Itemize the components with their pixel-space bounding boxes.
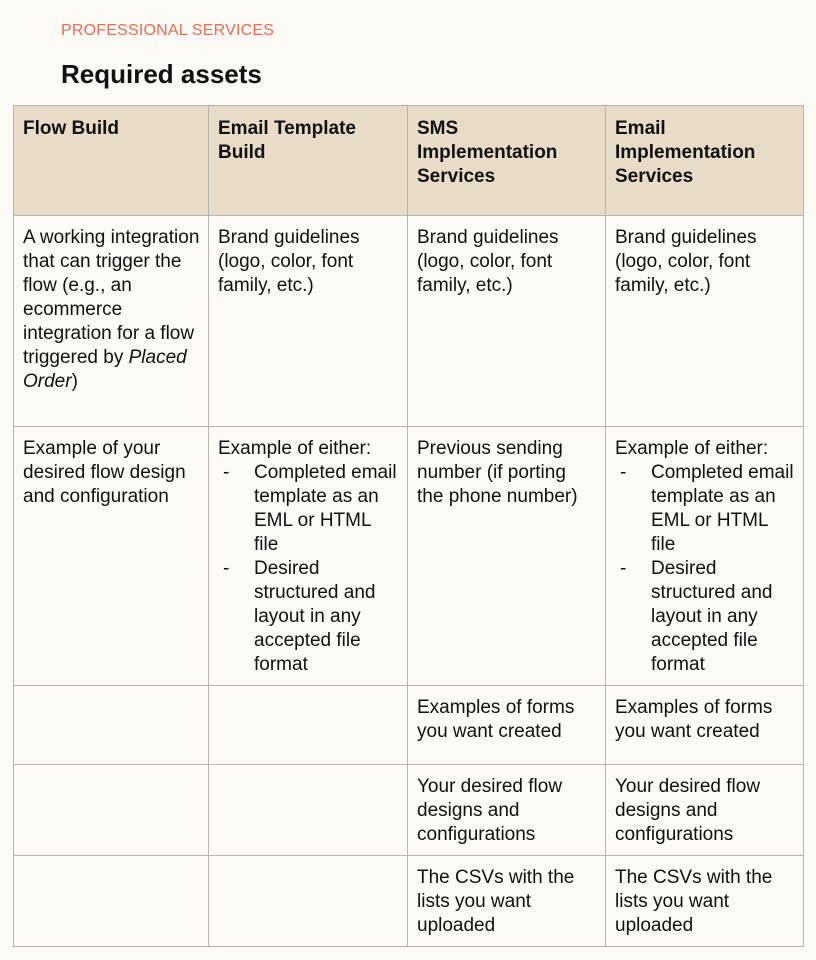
column-header-line: Services	[615, 166, 694, 187]
table-cell: Examples of forms you want created	[408, 686, 606, 765]
table-cell: Your desired flow designs and configurations	[606, 765, 804, 856]
required-assets-table	[13, 105, 804, 947]
dash-list	[218, 461, 399, 677]
table-row	[14, 686, 804, 765]
list-item-text: Completed email template as an EML or HTML file	[254, 462, 397, 555]
column-header-line: Email	[615, 118, 666, 139]
cell-intro: Example of either:	[615, 438, 769, 459]
table-cell: Brand guidelines (logo, color, font family, etc.)	[408, 216, 606, 427]
table-cell-empty	[14, 856, 209, 947]
column-header-email-template-build	[209, 106, 408, 216]
column-header-line: Email Template	[218, 118, 356, 139]
cell-emphasis: Placed Order	[23, 347, 187, 392]
column-header-line: Implementation	[417, 142, 558, 163]
column-header-email-implementation	[606, 106, 804, 216]
page-title: Required assets	[61, 59, 262, 89]
dash-list	[615, 461, 795, 677]
list-item	[218, 557, 399, 677]
table-row	[14, 427, 804, 686]
table-cell-empty	[14, 765, 209, 856]
column-header-sms-implementation	[408, 106, 606, 216]
table-cell: Previous sending number (if porting the phone number)	[408, 427, 606, 686]
list-item-text: Desired structured and layout in any accepted file format	[254, 558, 376, 675]
table-row	[14, 856, 804, 947]
table-cell-empty	[14, 686, 209, 765]
list-item	[615, 461, 795, 557]
column-header-line: Services	[417, 166, 496, 187]
dash-bullet: -	[223, 558, 230, 579]
cell-text: )	[71, 371, 78, 392]
list-item-text: Desired structured and layout in any accepted file format	[651, 558, 773, 675]
dash-bullet: -	[223, 462, 230, 483]
table-cell-empty	[209, 686, 408, 765]
table-cell-empty	[209, 856, 408, 947]
table-cell-empty	[209, 765, 408, 856]
table-cell: Examples of forms you want created	[606, 686, 804, 765]
cell-intro: Example of either:	[218, 438, 372, 459]
dash-bullet: -	[620, 558, 627, 579]
column-header-flow-build	[14, 106, 209, 216]
table-cell: The CSVs with the lists you want uploaded	[606, 856, 804, 947]
column-header-line: Flow Build	[23, 118, 120, 139]
table-cell	[209, 427, 408, 686]
list-item	[218, 461, 399, 557]
column-header-line: SMS	[417, 118, 459, 139]
list-item	[615, 557, 795, 677]
column-header-line: Implementation	[615, 142, 756, 163]
table-header-row	[14, 106, 804, 216]
table-cell: The CSVs with the lists you want uploaded	[408, 856, 606, 947]
dash-bullet: -	[620, 462, 627, 483]
cell-text: A working integration that can trigger the flow (e.g., an ecommerce integration for a flow triggered by	[23, 227, 200, 368]
section-eyebrow: PROFESSIONAL SERVICES	[61, 22, 275, 39]
table-cell	[14, 216, 209, 427]
table-row	[14, 765, 804, 856]
column-header-line: Build	[218, 142, 266, 163]
table-cell	[606, 427, 804, 686]
table-cell: Brand guidelines (logo, color, font family, etc.)	[209, 216, 408, 427]
table-cell: Your desired flow designs and configurations	[408, 765, 606, 856]
list-item-text: Completed email template as an EML or HTML file	[651, 462, 794, 555]
table-cell: Brand guidelines (logo, color, font family, etc.)	[606, 216, 804, 427]
table-cell: Example of your desired flow design and configuration	[14, 427, 209, 686]
table-row	[14, 216, 804, 427]
